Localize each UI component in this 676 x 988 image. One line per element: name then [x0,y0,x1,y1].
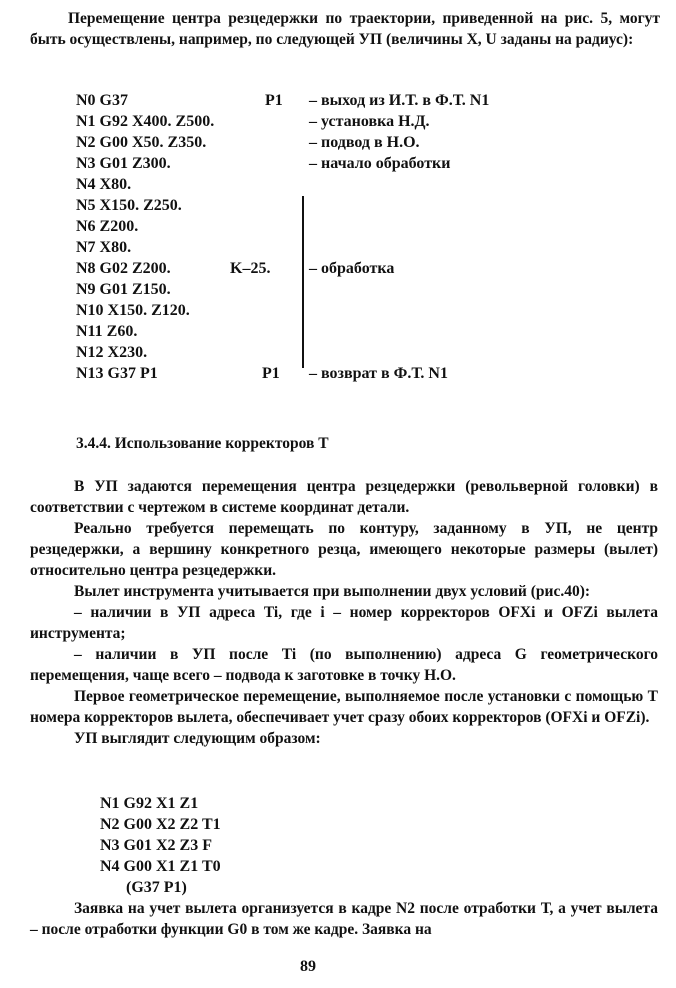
program-code: N1 G92 X400. Z500. [76,113,215,130]
program-code: N9 G01 Z150. [76,281,171,298]
intro-text: Перемещение центра резцедержки по траектории, приведенной на рис. 5, могут быть осуществлены, например, по следующей УП (величины X, U заданы на радиус): [30,10,660,48]
program-param: P1 [262,365,280,382]
paragraph: Реально требуется перемещать по контуру, заданному в УП, не центр резцедержки, а вершину конкретного резца, имеющего некоторые размеры (вылет) относительно центра резцедержки. [30,520,658,579]
program-line [0,323,676,344]
program-line [0,344,676,365]
intro-paragraph [30,8,660,50]
program-code: N0 G37 [76,92,128,109]
tail-paragraph [30,898,658,940]
program-line [0,365,676,386]
paragraph: УП выглядит следующим образом: [74,730,321,747]
listing-line: (G37 P1) [126,879,187,896]
example-listing [100,793,221,898]
program-comment: – установка Н.Д. [309,113,430,130]
body-text [30,476,658,749]
program-comment: – выход из И.Т. в Ф.Т. N1 [309,92,490,109]
program-comment: – возврат в Ф.Т. N1 [309,365,448,382]
program-line [0,197,676,218]
listing-line: N3 G01 X2 Z3 F [100,837,212,854]
listing-line: N4 G00 X1 Z1 T0 [100,858,221,875]
program-code: N10 X150. Z120. [76,302,190,319]
program-code: N2 G00 X50. Z350. [76,134,207,151]
program-code: N8 G02 Z200. [76,260,171,277]
program-line [0,113,676,134]
program-code: N11 Z60. [76,323,138,340]
section-heading: 3.4.4. Использование корректоров Т [76,435,329,452]
program-line [0,155,676,176]
program-param: K–25. [230,260,271,277]
program-line [0,260,676,281]
page-number: 89 [300,958,316,975]
program-code: N6 Z200. [76,218,139,235]
program-line [0,281,676,302]
program-comment: – обработка [309,260,395,277]
tail-text: Заявка на учет вылета организуется в кадре N2 после отработки Т, а учет вылета – после отработки функции G0 в том же кадре. Заявка на [30,900,658,938]
program-param: P1 [265,92,283,109]
paragraph: – наличии в УП после Ti (по выполнению) адреса G геометрического перемещения, чаще всего – подвода к заготовке в точку Н.О. [30,646,658,684]
listing-line: N2 G00 X2 Z2 T1 [100,816,221,833]
listing-line: N1 G92 X1 Z1 [100,795,199,812]
program-line [0,239,676,260]
program-line [0,92,676,113]
program-code: N5 X150. Z250. [76,197,182,214]
paragraph: В УП задаются перемещения центра резцедержки (револьверной головки) в соответствии с чертежом в системе координат детали. [30,478,658,516]
paragraph: Вылет инструмента учитывается при выполнении двух условий (рис.40): [74,583,591,600]
program-line [0,134,676,155]
paragraph: – наличии в УП адреса Ti, где i – номер корректоров OFXi и OFZi вылета инструмента; [30,604,658,642]
paragraph: Первое геометрическое перемещение, выполняемое после установки с помощью Т номера корректоров вылета, обеспечивает учет сразу обоих корректоров (OFXi и OFZi). [30,688,658,726]
program-line [0,218,676,239]
program-code: N7 X80. [76,239,132,256]
program-code: N4 X80. [76,176,132,193]
program-code: N3 G01 Z300. [76,155,171,172]
grouping-bracket [302,196,304,368]
program-comment: – подвод в Н.О. [309,134,420,151]
program-code: N12 X230. [76,344,148,361]
program-line [0,176,676,197]
program-code: N13 G37 P1 [76,365,158,382]
program-comment: – начало обработки [309,155,451,172]
program-line [0,302,676,323]
